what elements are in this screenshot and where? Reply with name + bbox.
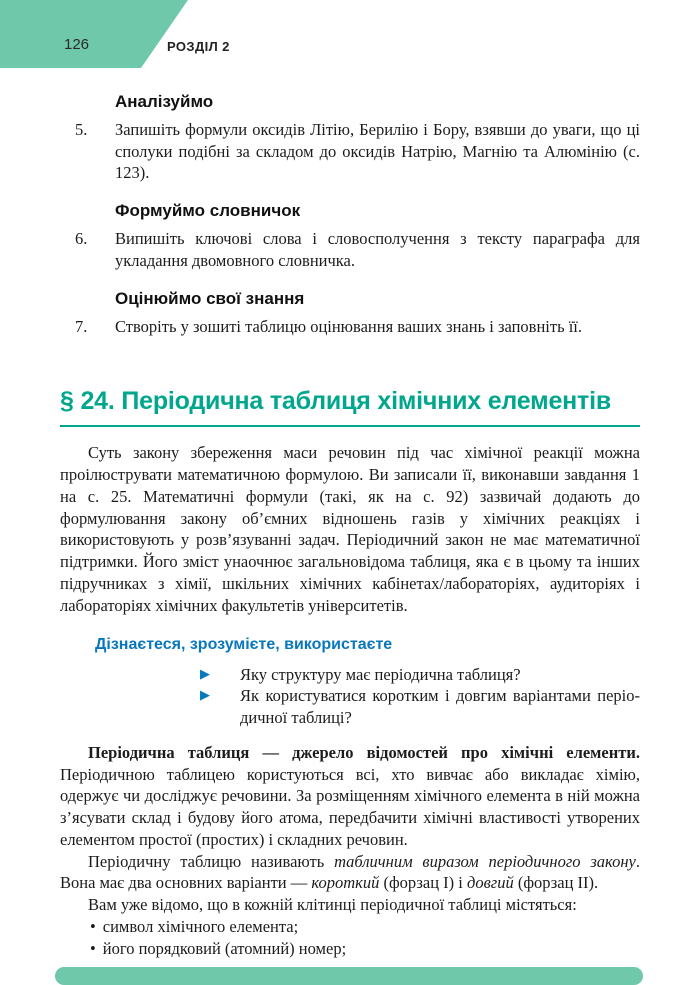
footer-decoration-bar — [55, 967, 643, 985]
page-number: 126 — [64, 36, 90, 53]
text-run: (форзац II). — [513, 873, 599, 893]
cell-list-text: його порядковий (атомний) номер; — [102, 938, 347, 958]
cell-list-item — [90, 938, 640, 960]
text-run-italic: короткий — [311, 873, 380, 893]
text-run-italic: довгий — [467, 873, 514, 893]
text-run-italic: табличним виразом періодичного закону — [334, 851, 636, 871]
triangle-bullet-icon: ▶ — [200, 666, 210, 682]
bullet-dot-icon: • — [90, 917, 96, 937]
exercise-item-6 — [75, 228, 640, 271]
cell-list-text: символ хімічного елемента; — [102, 917, 299, 937]
triangle-bullet-icon: ▶ — [200, 688, 210, 704]
objectives-block — [0, 636, 695, 729]
body-paragraph-source — [60, 742, 640, 851]
exercise-number: 7. — [75, 316, 88, 336]
body-paragraph-variants — [60, 851, 640, 895]
objective-item — [200, 664, 640, 686]
text-run: . Вона має два основних варіанти — — [60, 851, 640, 893]
exercise-heading-analyze: Аналізуймо — [115, 92, 214, 111]
cell-list-item — [90, 916, 640, 938]
body-paragraph-cells-intro: Вам уже відомо, що в кожній клітинці періодичної таблиці містяться: — [88, 895, 577, 915]
section-title: § 24. Періодична таблиця хімічних елементів — [60, 386, 640, 427]
paragraph-lead-rest: Періодичною таблицею користуються всі, хто вивчає або викладає хімію, одержує чи досліджує речовини. За розміщенням хімічного елемента в ній можна з’ясувати склад і будову його атома, передбачити хімічні властивості утворених елементом простої (простих) і складних речовин. — [60, 764, 640, 849]
chapter-label: РОЗДІЛ 2 — [167, 39, 230, 54]
objective-item — [200, 685, 640, 728]
objective-text: Яку структуру має періодична таблиця? — [240, 664, 521, 684]
text-run: (форзац I) і — [379, 873, 468, 893]
exercise-number: 5. — [75, 120, 88, 139]
paragraph-lead-bold: Періодична таблиця — джерело відомостей про хімічні елементи. — [88, 742, 640, 762]
objective-text: Як користуватися коротким і довгим варіантами періодичної таблиці? — [240, 686, 640, 727]
exercise-heading-self-assess: Оцінюймо свої знання — [115, 288, 305, 308]
exercise-number: 6. — [75, 229, 88, 249]
text-run: Періодичну таблицю називають — [88, 851, 335, 871]
intro-paragraph: Суть закону збереження маси речовин під час хімічної реакції можна проілюструвати математичною формулою. Ви записали її, виконавши завдання 1 на с. 25. Математичні формули (такі, як на с. 92) зазвичай додають до формулювання закону об’ємних відношень газів у хімічних реакціях і використовують у розв’язуванні задач. Періодичний закон не має математичної підтримки. Його зміст унаочнює загальновідома таблиця, яка є в цьому та інших підручниках з хімії, шкільних хімічних кабінетах/лабораторіях, аудиторіях і лабораторіях хімічних факультетів університетів. — [60, 443, 640, 615]
objectives-heading: Дізнаєтеся, зрозумієте, використаєте — [95, 635, 393, 653]
exercise-text: Випишіть ключові слова і словосполучення з тексту параграфа для укладання двомовного словничка. — [115, 229, 640, 270]
bullet-dot-icon: • — [90, 938, 96, 958]
exercise-item-5 — [75, 119, 640, 184]
exercise-item-7 — [75, 316, 640, 338]
exercise-text: Запишіть формули оксидів Літію, Берилію і Бору, взявши до уваги, що ці сполуки подібні за складом до оксидів Натрію, Магнію та Алюмінію (с. 123). — [115, 120, 640, 183]
exercise-heading-vocabulary: Формуймо словничок — [115, 201, 301, 221]
exercise-text: Створіть у зошиті таблицю оцінювання ваших знань і заповніть її. — [115, 316, 583, 336]
